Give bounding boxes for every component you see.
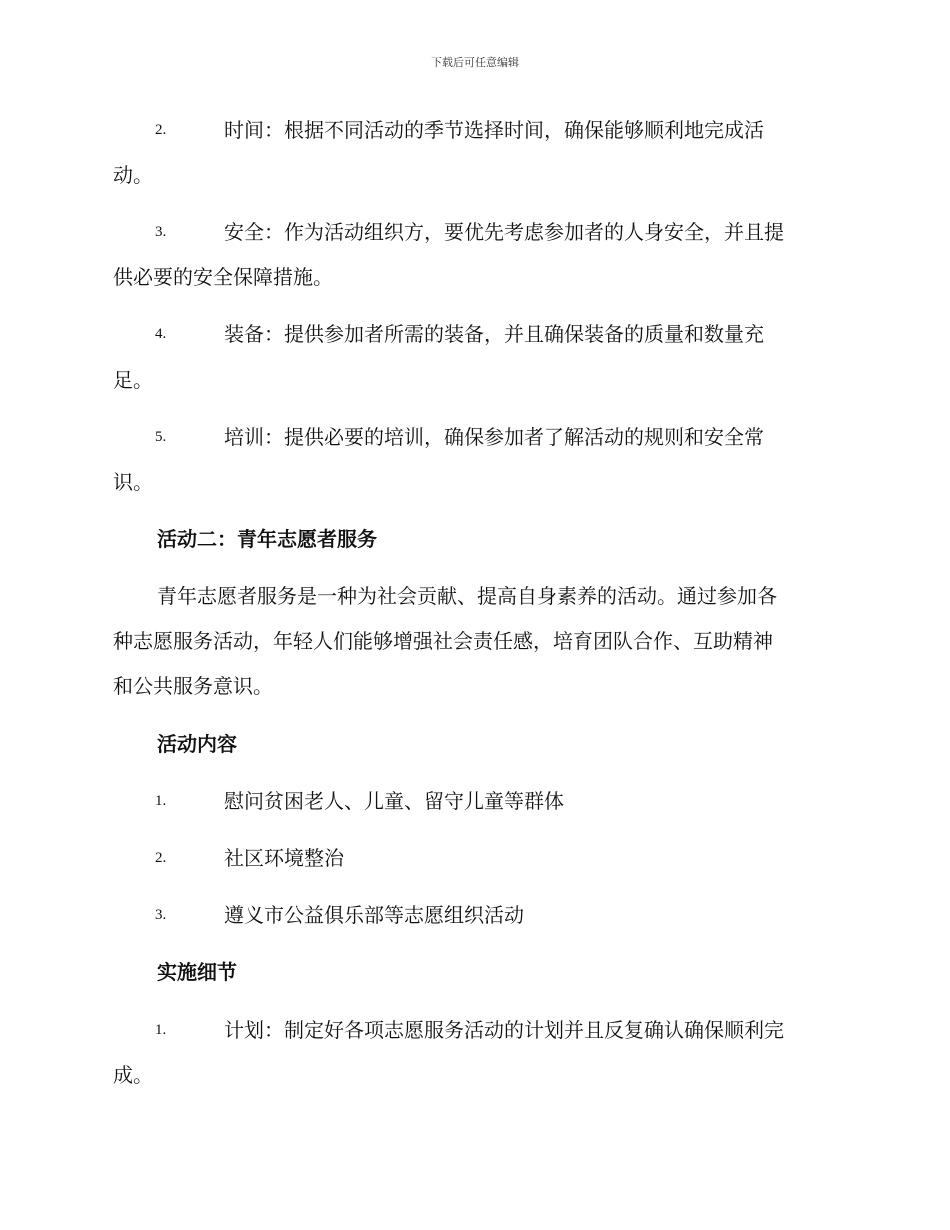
list-item-text: 遵义市公益俱乐部等志愿组织活动 [224, 903, 524, 927]
list-item-text: 计划：制定好各项志愿服务活动的计划并且反复确认确保顺利完 [224, 1018, 784, 1042]
subsection-heading: 活动内容 [157, 732, 237, 756]
section-heading: 活动二：青年志愿者服务 [157, 527, 377, 551]
list-item-text: 安全：作为活动组织方，要优先考虑参加者的人身安全，并且提 [224, 220, 784, 244]
list-item-number: 3. [155, 907, 167, 923]
list-item-text: 培训：提供必要的培训，确保参加者了解活动的规则和安全常 [224, 425, 764, 449]
list-item-continuation: 供必要的安全保障措施。 [113, 265, 333, 289]
intro-paragraph-line: 和公共服务意识。 [113, 674, 273, 698]
list-item-text: 社区环境整治 [224, 846, 344, 870]
list-item-number: 1. [155, 793, 167, 809]
list-item-number: 3. [155, 224, 167, 240]
list-item-continuation: 足。 [113, 368, 153, 392]
page-header: 下载后可任意编辑 [431, 56, 519, 69]
list-item-text: 时间：根据不同活动的季节选择时间，确保能够顺利地完成活 [224, 118, 764, 142]
list-item-text: 装备：提供参加者所需的装备，并且确保装备的质量和数量充 [224, 322, 764, 346]
list-item-continuation: 成。 [113, 1063, 153, 1087]
intro-paragraph-line: 青年志愿者服务是一种为社会贡献、提高自身素养的活动。通过参加各 [157, 584, 777, 608]
list-item-number: 4. [155, 326, 167, 342]
list-item-continuation: 识。 [113, 470, 153, 494]
intro-paragraph-line: 种志愿服务活动，年轻人们能够增强社会责任感，培育团队合作、互助精神 [113, 629, 773, 653]
list-item-text: 慰问贫困老人、儿童、留守儿童等群体 [224, 789, 564, 813]
list-item-number: 5. [155, 429, 167, 445]
list-item-number: 1. [155, 1022, 167, 1038]
subsection-heading: 实施细节 [157, 960, 237, 984]
list-item-number: 2. [155, 850, 167, 866]
list-item-number: 2. [155, 122, 167, 138]
list-item-continuation: 动。 [113, 163, 153, 187]
